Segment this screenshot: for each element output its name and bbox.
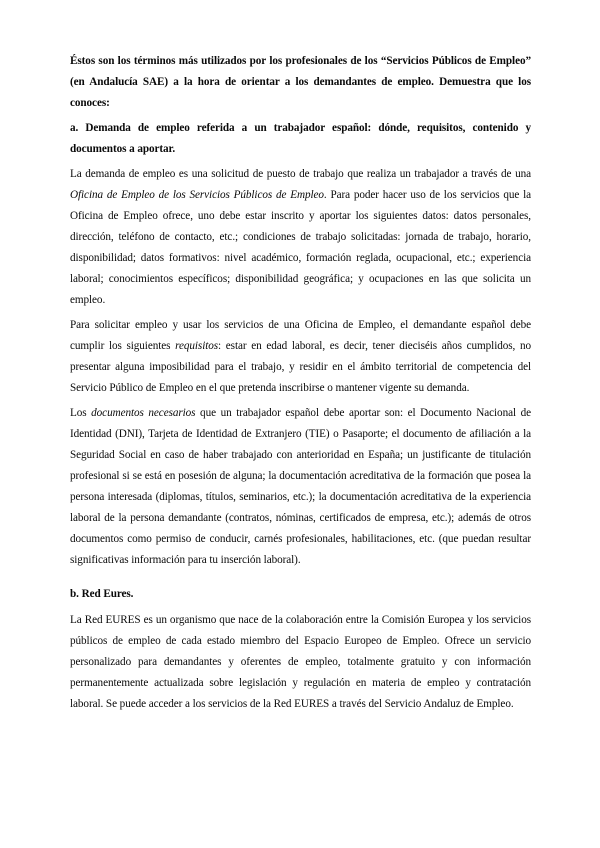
paragraph-requisitos-italic-term: requisitos xyxy=(175,340,219,352)
intro-paragraph: Éstos son los términos más utilizados por los profesionales de los “Servicios Públicos de Empleo” (en Andalucía SAE) a la hora de orientar a los demandantes de empleo. Demuestra que los conoces: xyxy=(70,55,531,109)
paragraph-documentos-italic-term: documentos necesarios xyxy=(91,407,196,419)
paragraph-documentos xyxy=(70,403,531,571)
section-a-heading: a. Demanda de empleo referida a un trabajador español: dónde, requisitos, contenido y documentos a aportar. xyxy=(70,122,531,155)
paragraph-demanda-empleo-text-pre: La demanda de empleo es una solicitud de puesto de trabajo que realiza un trabajador a través de una xyxy=(70,168,531,180)
paragraph-requisitos-text-pre: Para solicitar empleo y usar los servicios de una Oficina de Empleo, el demandante español debe cumplir los siguientes xyxy=(70,319,531,352)
paragraph-documentos-text-pre: Los xyxy=(70,407,92,419)
paragraph-requisitos xyxy=(70,315,531,399)
paragraph-requisitos-text-post: : estar en edad laboral, es decir, tener dieciséis años cumplidos, no presentar alguna imposibilidad para el trabajo, y residir en el ámbito territorial de competencia del Servicio Público de Empleo en el que pretenda inscribirse o mantener vigente su demanda. xyxy=(70,340,531,394)
section-b-heading: b. Red Eures. xyxy=(70,588,134,600)
paragraph-demanda-empleo-italic-term: Oficina de Empleo de los Servicios Públicos de Empleo xyxy=(70,189,324,201)
paragraph-red-eures: La Red EURES es un organismo que nace de la colaboración entre la Comisión Europea y los servicios públicos de empleo de cada estado miembro del Espacio Europeo de Empleo. Ofrece un servicio personalizado para demandantes y oferentes de empleo, totalmente gratuito y con información permanentemente actualizada sobre legislación y regulación en materia de empleo y contratación laboral. Se puede acceder a los servicios de la Red EURES a través del Servicio Andaluz de Empleo. xyxy=(70,614,531,710)
paragraph-demanda-empleo-text-post: . Para poder hacer uso de los servicios que la Oficina de Empleo ofrece, uno debe estar inscrito y aportar los siguientes datos: datos personales, dirección, teléfono de contacto, etc.; condiciones de trabajo solicitadas: jornada de trabajo, horario, disponibilidad; datos formativos: nivel académico, formación reglada, ocupacional, etc.; experiencia laboral; conocimientos específicos; disponibilidad geográfica; y ocupaciones en las que solicita un empleo. xyxy=(70,189,531,306)
paragraph-documentos-text-post: que un trabajador español debe aportar son: el Documento Nacional de Identidad (DNI), Tarjeta de Identidad de Extranjero (TIE) o Pasaporte; el documento de afiliación a la Seguridad Social en caso de haber trabajado con anterioridad en España; un justificante de titulación profesional si se está en posesión de alguna; la documentación acreditativa de la formación que posea la persona interesada (diplomas, títulos, seminarios, etc.); la documentación acreditativa de la experiencia laboral de la persona demandante (contratos, nóminas, certificados de empresa, etc.); además de otros documentos como permiso de conducir, carnés profesionales, habilitaciones, etc. (que puedan resultar significativas información para tu inserción laboral). xyxy=(70,407,531,566)
paragraph-demanda-empleo xyxy=(70,164,531,311)
